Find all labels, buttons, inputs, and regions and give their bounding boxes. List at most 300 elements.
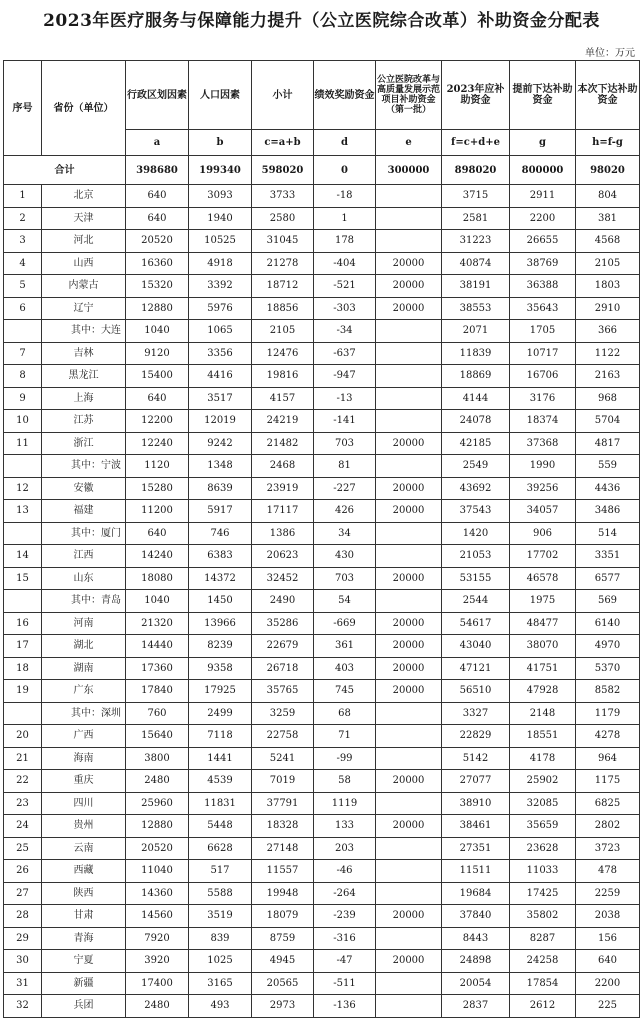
row-value-cell: 2581 xyxy=(442,207,510,230)
table-row xyxy=(4,882,640,905)
row-value-cell xyxy=(376,342,442,365)
row-province-name: 山东 xyxy=(42,567,126,590)
row-value-cell: 31045 xyxy=(252,230,314,253)
row-value-cell: 53155 xyxy=(442,567,510,590)
row-value-cell: 27351 xyxy=(442,837,510,860)
row-value-cell: 11511 xyxy=(442,860,510,883)
row-value-cell: 8287 xyxy=(510,927,576,950)
row-value-cell: 20000 xyxy=(376,770,442,793)
row-value-cell: 20000 xyxy=(376,432,442,455)
table-row xyxy=(4,657,640,680)
row-value-cell xyxy=(376,522,442,545)
row-province-name: 广东 xyxy=(42,680,126,703)
row-value-cell xyxy=(376,207,442,230)
table-body xyxy=(4,156,640,1018)
row-value-cell: 517 xyxy=(189,860,252,883)
row-value-cell xyxy=(376,972,442,995)
row-value-cell: 20000 xyxy=(376,477,442,500)
row-value-cell: 6383 xyxy=(189,545,252,568)
header-no: 序号 xyxy=(4,61,42,156)
row-value-cell: 1040 xyxy=(126,590,189,613)
row-number: 10 xyxy=(4,410,42,433)
row-value-cell: 46578 xyxy=(510,567,576,590)
row-number: 29 xyxy=(4,927,42,950)
table-row xyxy=(4,950,640,973)
total-cell: 898020 xyxy=(442,156,510,185)
row-value-cell: 381 xyxy=(576,207,640,230)
row-value-cell: 15640 xyxy=(126,725,189,748)
row-value-cell: 493 xyxy=(189,995,252,1018)
table-row xyxy=(4,612,640,635)
row-value-cell: 3733 xyxy=(252,185,314,208)
table-row xyxy=(4,320,640,343)
table-row xyxy=(4,500,640,523)
row-value-cell: 4539 xyxy=(189,770,252,793)
row-value-cell xyxy=(376,410,442,433)
row-value-cell: -34 xyxy=(314,320,376,343)
row-number: 30 xyxy=(4,950,42,973)
table-row xyxy=(4,792,640,815)
row-value-cell xyxy=(376,995,442,1018)
row-value-cell: 10717 xyxy=(510,342,576,365)
row-number: 24 xyxy=(4,815,42,838)
row-value-cell: 3356 xyxy=(189,342,252,365)
row-value-cell: 14560 xyxy=(126,905,189,928)
row-value-cell: 640 xyxy=(126,207,189,230)
row-value-cell xyxy=(376,365,442,388)
row-number: 4 xyxy=(4,252,42,275)
row-value-cell: 56510 xyxy=(442,680,510,703)
row-value-cell: 22829 xyxy=(442,725,510,748)
row-value-cell: 16706 xyxy=(510,365,576,388)
header-col-b: 人口因素 xyxy=(189,61,252,130)
row-value-cell: 8759 xyxy=(252,927,314,950)
row-value-cell: 17425 xyxy=(510,882,576,905)
row-value-cell: 24258 xyxy=(510,950,576,973)
row-value-cell xyxy=(376,320,442,343)
row-value-cell: 14240 xyxy=(126,545,189,568)
row-province-name: 吉林 xyxy=(42,342,126,365)
row-value-cell: 37543 xyxy=(442,500,510,523)
row-value-cell: 22758 xyxy=(252,725,314,748)
row-province-name: 江苏 xyxy=(42,410,126,433)
row-value-cell: 2499 xyxy=(189,702,252,725)
row-value-cell: 1386 xyxy=(252,522,314,545)
row-province-name: 宁夏 xyxy=(42,950,126,973)
row-value-cell: 42185 xyxy=(442,432,510,455)
row-province-name: 陕西 xyxy=(42,882,126,905)
row-value-cell: 6140 xyxy=(576,612,640,635)
row-value-cell: 559 xyxy=(576,455,640,478)
table-row xyxy=(4,522,640,545)
row-value-cell: 4918 xyxy=(189,252,252,275)
row-value-cell: 15280 xyxy=(126,477,189,500)
row-value-cell: 361 xyxy=(314,635,376,658)
table-row xyxy=(4,702,640,725)
row-value-cell xyxy=(376,792,442,815)
row-value-cell: 20000 xyxy=(376,297,442,320)
row-value-cell: 2163 xyxy=(576,365,640,388)
row-value-cell: 426 xyxy=(314,500,376,523)
row-value-cell: -227 xyxy=(314,477,376,500)
row-value-cell: 21482 xyxy=(252,432,314,455)
row-value-cell: 17840 xyxy=(126,680,189,703)
row-value-cell: 4568 xyxy=(576,230,640,253)
row-value-cell: 20565 xyxy=(252,972,314,995)
row-value-cell: 203 xyxy=(314,837,376,860)
row-value-cell: 3259 xyxy=(252,702,314,725)
row-value-cell: 6628 xyxy=(189,837,252,860)
table-row xyxy=(4,545,640,568)
row-value-cell: 178 xyxy=(314,230,376,253)
row-value-cell: 1990 xyxy=(510,455,576,478)
row-value-cell: 2544 xyxy=(442,590,510,613)
row-value-cell: 839 xyxy=(189,927,252,950)
header-col-a: 行政区划因素 xyxy=(126,61,189,130)
row-value-cell: 745 xyxy=(314,680,376,703)
total-cell: 199340 xyxy=(189,156,252,185)
total-cell: 598020 xyxy=(252,156,314,185)
row-number: 27 xyxy=(4,882,42,905)
row-number: 22 xyxy=(4,770,42,793)
row-value-cell: 6577 xyxy=(576,567,640,590)
row-value-cell xyxy=(376,590,442,613)
row-number: 18 xyxy=(4,657,42,680)
row-value-cell: 20520 xyxy=(126,230,189,253)
header-code-e: e xyxy=(376,130,442,156)
row-number: 1 xyxy=(4,185,42,208)
row-value-cell: 22679 xyxy=(252,635,314,658)
row-value-cell: 20000 xyxy=(376,567,442,590)
row-number: 9 xyxy=(4,387,42,410)
row-number xyxy=(4,320,42,343)
row-value-cell: 24219 xyxy=(252,410,314,433)
row-value-cell: 20000 xyxy=(376,657,442,680)
row-value-cell: 5917 xyxy=(189,500,252,523)
row-value-cell: 3486 xyxy=(576,500,640,523)
row-value-cell: 9120 xyxy=(126,342,189,365)
row-value-cell: 3093 xyxy=(189,185,252,208)
row-value-cell: -46 xyxy=(314,860,376,883)
row-value-cell: 20000 xyxy=(376,275,442,298)
row-value-cell: 1705 xyxy=(510,320,576,343)
row-value-cell: 2105 xyxy=(252,320,314,343)
row-value-cell: 20000 xyxy=(376,500,442,523)
header-code-c: c=a+b xyxy=(252,130,314,156)
row-value-cell: 43040 xyxy=(442,635,510,658)
row-value-cell: 2259 xyxy=(576,882,640,905)
total-label: 合计 xyxy=(4,156,126,185)
table-row xyxy=(4,230,640,253)
row-value-cell: 640 xyxy=(126,185,189,208)
row-value-cell: 12240 xyxy=(126,432,189,455)
table-row xyxy=(4,477,640,500)
row-value-cell: 18079 xyxy=(252,905,314,928)
row-value-cell: 24898 xyxy=(442,950,510,973)
row-value-cell: 2911 xyxy=(510,185,576,208)
row-value-cell: 3723 xyxy=(576,837,640,860)
row-value-cell: 47121 xyxy=(442,657,510,680)
row-number: 14 xyxy=(4,545,42,568)
row-value-cell: 9358 xyxy=(189,657,252,680)
row-value-cell: 20000 xyxy=(376,680,442,703)
row-value-cell: 26718 xyxy=(252,657,314,680)
row-value-cell xyxy=(376,185,442,208)
row-value-cell: 640 xyxy=(126,387,189,410)
row-number: 7 xyxy=(4,342,42,365)
table-row xyxy=(4,905,640,928)
row-province-name: 西藏 xyxy=(42,860,126,883)
row-province-name: 其中：宁波 xyxy=(42,455,126,478)
table-row xyxy=(4,770,640,793)
row-value-cell: 17360 xyxy=(126,657,189,680)
row-number: 12 xyxy=(4,477,42,500)
row-value-cell xyxy=(376,860,442,883)
row-value-cell: 19816 xyxy=(252,365,314,388)
row-province-name: 天津 xyxy=(42,207,126,230)
row-value-cell: 35765 xyxy=(252,680,314,703)
row-value-cell: 906 xyxy=(510,522,576,545)
row-value-cell: 403 xyxy=(314,657,376,680)
row-value-cell: 4945 xyxy=(252,950,314,973)
row-value-cell: 37840 xyxy=(442,905,510,928)
row-value-cell: 1 xyxy=(314,207,376,230)
row-value-cell: -404 xyxy=(314,252,376,275)
row-value-cell: 746 xyxy=(189,522,252,545)
row-value-cell: 2071 xyxy=(442,320,510,343)
row-value-cell xyxy=(376,927,442,950)
row-province-name: 青海 xyxy=(42,927,126,950)
table-row xyxy=(4,365,640,388)
row-province-name: 兵团 xyxy=(42,995,126,1018)
table-row xyxy=(4,747,640,770)
row-number: 17 xyxy=(4,635,42,658)
row-value-cell: 12880 xyxy=(126,815,189,838)
table-row xyxy=(4,995,640,1018)
row-value-cell: 8582 xyxy=(576,680,640,703)
table-row xyxy=(4,567,640,590)
row-value-cell: 38461 xyxy=(442,815,510,838)
row-value-cell: 1119 xyxy=(314,792,376,815)
table-row xyxy=(4,590,640,613)
table-row xyxy=(4,927,640,950)
row-value-cell: 4436 xyxy=(576,477,640,500)
row-number: 11 xyxy=(4,432,42,455)
table-row xyxy=(4,275,640,298)
row-value-cell: 3327 xyxy=(442,702,510,725)
row-value-cell: 2802 xyxy=(576,815,640,838)
row-province-name: 河北 xyxy=(42,230,126,253)
row-value-cell: 225 xyxy=(576,995,640,1018)
row-value-cell: 81 xyxy=(314,455,376,478)
total-cell: 300000 xyxy=(376,156,442,185)
row-value-cell: -511 xyxy=(314,972,376,995)
row-province-name: 甘肃 xyxy=(42,905,126,928)
row-number xyxy=(4,522,42,545)
row-province-name: 北京 xyxy=(42,185,126,208)
row-value-cell: 964 xyxy=(576,747,640,770)
row-value-cell: 3351 xyxy=(576,545,640,568)
row-value-cell: 35659 xyxy=(510,815,576,838)
row-value-cell: 1122 xyxy=(576,342,640,365)
row-value-cell: 968 xyxy=(576,387,640,410)
row-value-cell: 6825 xyxy=(576,792,640,815)
row-province-name: 上海 xyxy=(42,387,126,410)
row-value-cell: 25902 xyxy=(510,770,576,793)
total-cell: 98020 xyxy=(576,156,640,185)
total-row xyxy=(4,156,640,185)
row-value-cell: 1348 xyxy=(189,455,252,478)
row-value-cell: 3176 xyxy=(510,387,576,410)
row-value-cell: 31223 xyxy=(442,230,510,253)
row-value-cell: -141 xyxy=(314,410,376,433)
row-value-cell: 15320 xyxy=(126,275,189,298)
row-value-cell: 3715 xyxy=(442,185,510,208)
header-code-a: a xyxy=(126,130,189,156)
row-value-cell xyxy=(376,747,442,770)
table-row xyxy=(4,410,640,433)
row-value-cell: 478 xyxy=(576,860,640,883)
row-value-cell: 20000 xyxy=(376,950,442,973)
table-row xyxy=(4,837,640,860)
row-province-name: 浙江 xyxy=(42,432,126,455)
row-value-cell: 366 xyxy=(576,320,640,343)
header-col-d: 绩效奖励资金 xyxy=(314,61,376,130)
row-province-name: 内蒙古 xyxy=(42,275,126,298)
row-value-cell: -303 xyxy=(314,297,376,320)
row-value-cell: 514 xyxy=(576,522,640,545)
row-value-cell: 36388 xyxy=(510,275,576,298)
row-value-cell: -637 xyxy=(314,342,376,365)
row-value-cell: 8639 xyxy=(189,477,252,500)
row-value-cell: 20520 xyxy=(126,837,189,860)
row-value-cell: 2200 xyxy=(576,972,640,995)
row-number: 2 xyxy=(4,207,42,230)
row-value-cell: 7019 xyxy=(252,770,314,793)
row-province-name: 其中：大连 xyxy=(42,320,126,343)
header-col-e: 公立医院改革与高质量发展示范项目补助资金（第一批） xyxy=(376,61,442,130)
row-value-cell: 1120 xyxy=(126,455,189,478)
row-value-cell: 18856 xyxy=(252,297,314,320)
row-value-cell: 569 xyxy=(576,590,640,613)
table-row xyxy=(4,432,640,455)
row-value-cell: 4817 xyxy=(576,432,640,455)
row-value-cell: -13 xyxy=(314,387,376,410)
row-value-cell: 11839 xyxy=(442,342,510,365)
allocation-table xyxy=(3,60,640,1018)
row-value-cell: 12200 xyxy=(126,410,189,433)
row-value-cell: 17702 xyxy=(510,545,576,568)
row-value-cell: 18551 xyxy=(510,725,576,748)
header-col-f: 2023年应补助资金 xyxy=(442,61,510,130)
row-value-cell: 21320 xyxy=(126,612,189,635)
row-value-cell: 2490 xyxy=(252,590,314,613)
row-province-name: 四川 xyxy=(42,792,126,815)
row-province-name: 新疆 xyxy=(42,972,126,995)
row-value-cell: 10525 xyxy=(189,230,252,253)
row-value-cell: 15400 xyxy=(126,365,189,388)
table-row xyxy=(4,680,640,703)
total-cell: 800000 xyxy=(510,156,576,185)
row-number: 20 xyxy=(4,725,42,748)
row-value-cell: 13966 xyxy=(189,612,252,635)
row-value-cell: -18 xyxy=(314,185,376,208)
row-number: 25 xyxy=(4,837,42,860)
row-value-cell: 19684 xyxy=(442,882,510,905)
row-number: 26 xyxy=(4,860,42,883)
row-value-cell: 8239 xyxy=(189,635,252,658)
row-number: 6 xyxy=(4,297,42,320)
row-value-cell: 20000 xyxy=(376,635,442,658)
row-value-cell: 18869 xyxy=(442,365,510,388)
row-value-cell: 11040 xyxy=(126,860,189,883)
row-province-name: 其中：深圳 xyxy=(42,702,126,725)
row-value-cell: 5370 xyxy=(576,657,640,680)
total-cell: 0 xyxy=(314,156,376,185)
row-value-cell: 1040 xyxy=(126,320,189,343)
row-province-name: 黑龙江 xyxy=(42,365,126,388)
row-value-cell: 39256 xyxy=(510,477,576,500)
table-row xyxy=(4,815,640,838)
row-value-cell: 54 xyxy=(314,590,376,613)
row-value-cell: 1803 xyxy=(576,275,640,298)
row-value-cell xyxy=(376,545,442,568)
row-value-cell: 2549 xyxy=(442,455,510,478)
row-value-cell xyxy=(376,455,442,478)
row-value-cell: 804 xyxy=(576,185,640,208)
row-value-cell: 2148 xyxy=(510,702,576,725)
row-value-cell: 18712 xyxy=(252,275,314,298)
total-cell: 398680 xyxy=(126,156,189,185)
table-row xyxy=(4,297,640,320)
row-value-cell: 14372 xyxy=(189,567,252,590)
row-value-cell: 1441 xyxy=(189,747,252,770)
row-value-cell: 1940 xyxy=(189,207,252,230)
row-value-cell: 19948 xyxy=(252,882,314,905)
row-value-cell: 3517 xyxy=(189,387,252,410)
row-value-cell: 14360 xyxy=(126,882,189,905)
row-value-cell: 34057 xyxy=(510,500,576,523)
row-value-cell: 12019 xyxy=(189,410,252,433)
header-code-h: h=f-g xyxy=(576,130,640,156)
page-title: 2023年医疗服务与保障能力提升（公立医院综合改革）补助资金分配表 xyxy=(43,11,600,31)
row-value-cell: -669 xyxy=(314,612,376,635)
row-province-name: 湖南 xyxy=(42,657,126,680)
row-value-cell: 58 xyxy=(314,770,376,793)
row-province-name: 其中：青岛 xyxy=(42,590,126,613)
row-value-cell: 27148 xyxy=(252,837,314,860)
row-value-cell: 37368 xyxy=(510,432,576,455)
row-province-name: 广西 xyxy=(42,725,126,748)
row-number xyxy=(4,702,42,725)
row-value-cell: 2580 xyxy=(252,207,314,230)
row-value-cell: 18374 xyxy=(510,410,576,433)
row-province-name: 山西 xyxy=(42,252,126,275)
row-number: 21 xyxy=(4,747,42,770)
row-province-name: 云南 xyxy=(42,837,126,860)
row-value-cell: 156 xyxy=(576,927,640,950)
row-value-cell: 4178 xyxy=(510,747,576,770)
unit-label: 单位：万元 xyxy=(585,48,635,59)
row-value-cell: -264 xyxy=(314,882,376,905)
row-value-cell: 43692 xyxy=(442,477,510,500)
row-value-cell: 2973 xyxy=(252,995,314,1018)
row-number: 32 xyxy=(4,995,42,1018)
row-value-cell: 2038 xyxy=(576,905,640,928)
row-value-cell: 14440 xyxy=(126,635,189,658)
row-province-name: 辽宁 xyxy=(42,297,126,320)
row-value-cell: 3519 xyxy=(189,905,252,928)
